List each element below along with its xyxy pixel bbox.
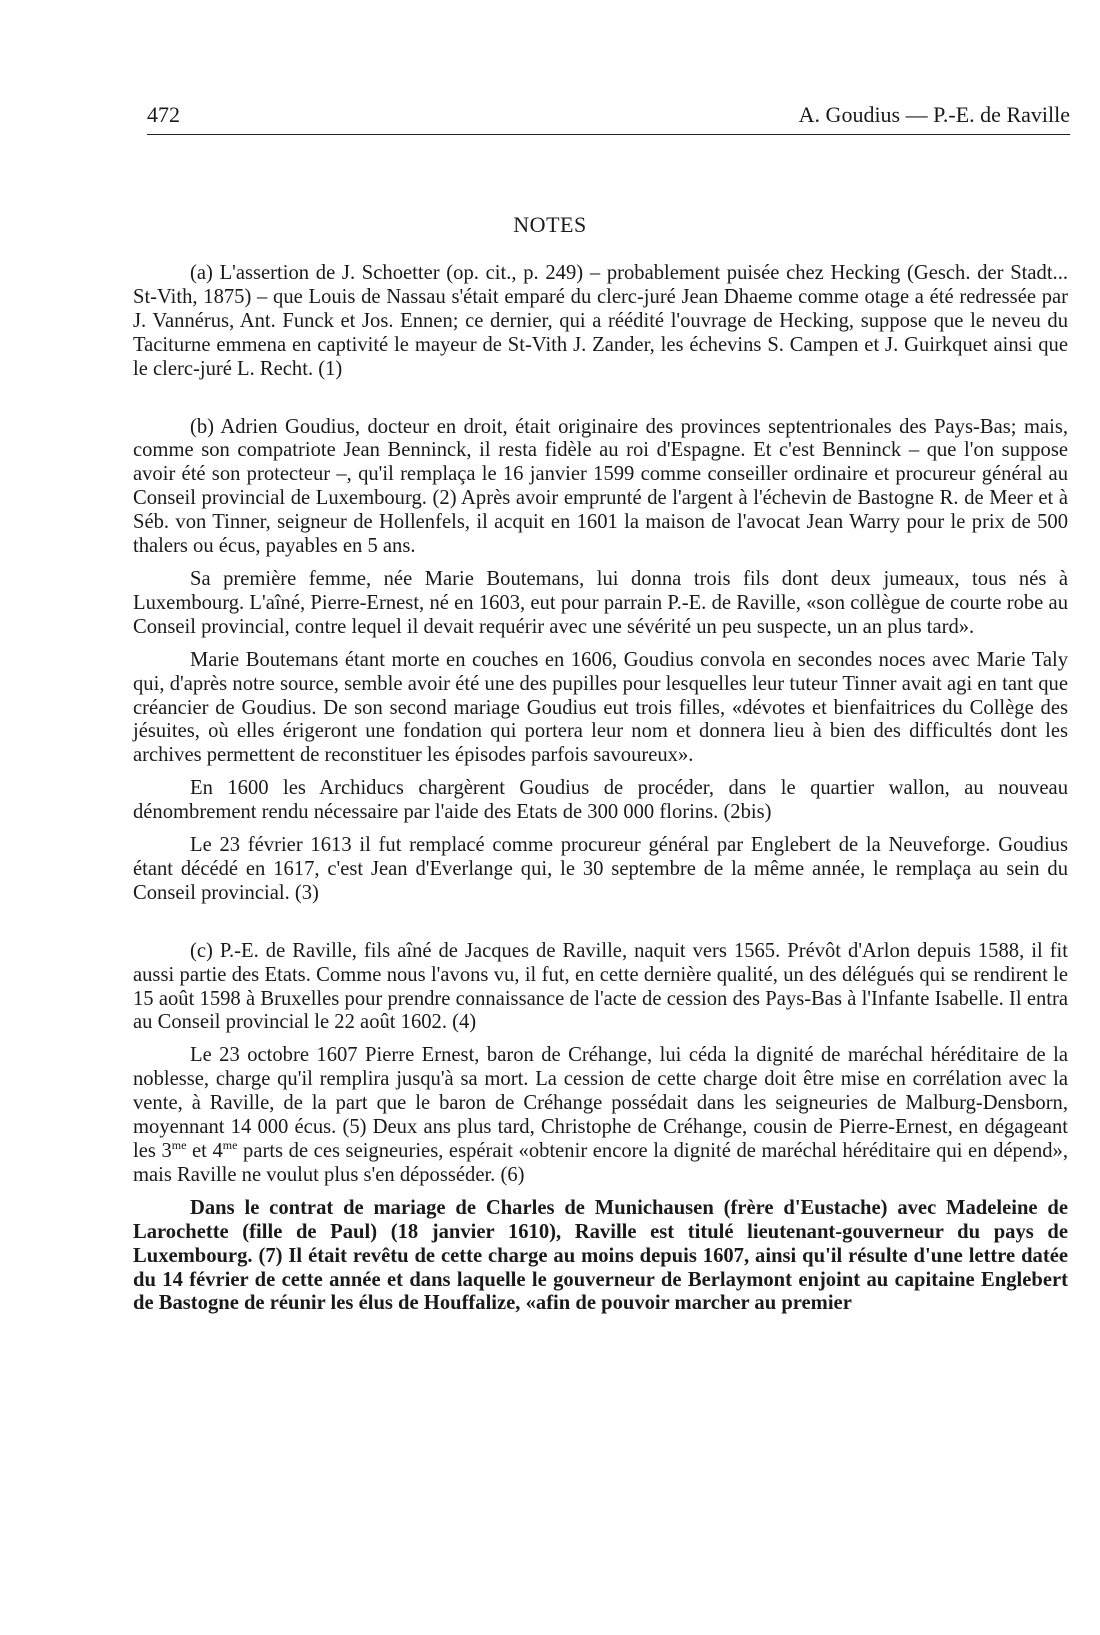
note-b-paragraph-4: En 1600 les Archiducs chargèrent Goudius de procéder, dans le quartier wallon, au nouveau dénombrement rendu nécessaire par l'aide des Etats de 300 000 florins. (2bis) bbox=[133, 777, 1068, 824]
note-c-paragraph-2 bbox=[133, 1044, 1068, 1187]
superscript-me-1: me bbox=[171, 1138, 187, 1153]
note-c-paragraph-1: (c) P.-E. de Raville, fils aîné de Jacques de Raville, naquit vers 1565. Prévôt d'Arlon depuis 1588, il fit aussi partie des Etats. Comme nous l'avons vu, il fut, en cette dernière qualité, un des délégués qui se rendirent le 15 août 1598 à Bruxelles pour prendre connaissance de l'acte de cession des Pays-Bas à l'Infante Isabelle. Il entra au Conseil provincial le 22 août 1602. (4) bbox=[133, 939, 1068, 1034]
note-b-paragraph-3: Marie Boutemans étant morte en couches en 1606, Goudius convola en secondes noces avec Marie Taly qui, d'après notre source, semble avoir été une des pupilles pour lesquelles leur tuteur Tinner avait agi en tant que créancier de Goudius. De son second mariage Goudius eut trois filles, «dévotes et bienfaitrices du Collège des jésuites, où elles érigeront une fondation qui portera leur nom et donnera lieu à bien des difficultés dont les archives permettent de reconstituer les épisodes parfois savoureux». bbox=[133, 648, 1068, 767]
note-b-paragraph-5: Le 23 février 1613 il fut remplacé comme procureur général par Englebert de la Neuveforge. Goudius étant décédé en 1617, c'est Jean d'Everlange qui, le 30 septembre de la même année, le remplaça au sein du Conseil provincial. (3) bbox=[133, 834, 1068, 904]
note-a-paragraph-1: (a) L'assertion de J. Schoetter (op. cit., p. 249) – probablement puisée chez Hecking (Gesch. der Stadt... St-Vith, 1875) – que Louis de Nassau s'était emparé du clerc-juré Jean Dhaeme comme otage a été redressée par J. Vannérus, Ant. Funck et Jos. Ennen; ce dernier, qui a réédité l'ouvrage de Hecking, suppose que le neveu du Taciturne emmena en captivité le mayeur de St-Vith J. Zander, les échevins S. Campen et J. Guirkquet ainsi que le clerc-juré L. Recht. (1) bbox=[133, 262, 1068, 380]
notes-title: NOTES bbox=[513, 212, 587, 237]
note-b-paragraph-1: (b) Adrien Goudius, docteur en droit, était originaire des provinces septentrionales des Pays-Bas; mais, comme son compatriote Jean Benninck, il resta fidèle au roi d'Espagne. Et c'est Benninck – que l'on suppose avoir été son protecteur –, qu'il remplaça le 16 janvier 1599 comme conseiller ordinaire et procureur général au Conseil provincial de Luxembourg. (2) Après avoir emprunté de l'argent à l'échevin de Bastogne R. de Meer et à Séb. von Tinner, seigneur de Hollenfels, il acquit en 1601 la maison de l'avocat Jean Warry pour le prix de 500 thalers ou écus, payables en 5 ans. bbox=[133, 415, 1068, 558]
note-c-paragraph-2-text-b: et 4 bbox=[186, 1140, 223, 1162]
note-c-paragraph-2-text-c: parts de ces seigneuries, espérait «obtenir encore la dignité de maréchal héréditaire qui en dépend», mais Raville ne voulut plus s'en déposséder. (6) bbox=[133, 1140, 1068, 1186]
notes-body bbox=[133, 262, 1068, 1316]
note-c-paragraph-3: Dans le contrat de mariage de Charles de Munichausen (frère d'Eustache) avec Madeleine de Larochette (fille de Paul) (18 janvier 1610), Raville est titulé lieutenant-gouverneur du pays de Luxembourg. (7) Il était revêtu de cette charge au moins depuis 1607, ainsi qu'il résulte d'une lettre datée du 14 février de cette année et dans laquelle le gouverneur de Berlaymont enjoint au capitaine Englebert de Bastogne de réunir les élus de Houffalize, «afin de pouvoir marcher au premier bbox=[133, 1196, 1068, 1315]
running-head: A. Goudius — P.-E. de Raville bbox=[798, 102, 1070, 127]
page-number: 472 bbox=[147, 102, 180, 127]
note-b-paragraph-2: Sa première femme, née Marie Boutemans, lui donna trois fils dont deux jumeaux, tous nés à Luxembourg. L'aîné, Pierre-Ernest, né en 1603, eut pour parrain P.-E. de Raville, «son collègue de courte robe au Conseil provincial, contre lequel il devait requérir avec une sévérité un peu suspecte, un an plus tard». bbox=[133, 567, 1068, 638]
superscript-me-2: me bbox=[222, 1138, 238, 1153]
note-c-paragraph-2-text-a: Le 23 octobre 1607 Pierre Ernest, baron de Créhange, lui céda la dignité de maréchal héréditaire de la noblesse, charge qu'il remplira jusqu'à sa mort. La cession de cette charge doit être mise en corrélation avec la vente, à Raville, de la part que le baron de Créhange possédait dans les seigneuries de Malburg-Densborn, moyennant 14 000 écus. (5) Deux ans plus tard, Christophe de Créhange, cousin de Pierre-Ernest, en dégageant les 3 bbox=[133, 1044, 1068, 1162]
page-header bbox=[147, 102, 1070, 135]
